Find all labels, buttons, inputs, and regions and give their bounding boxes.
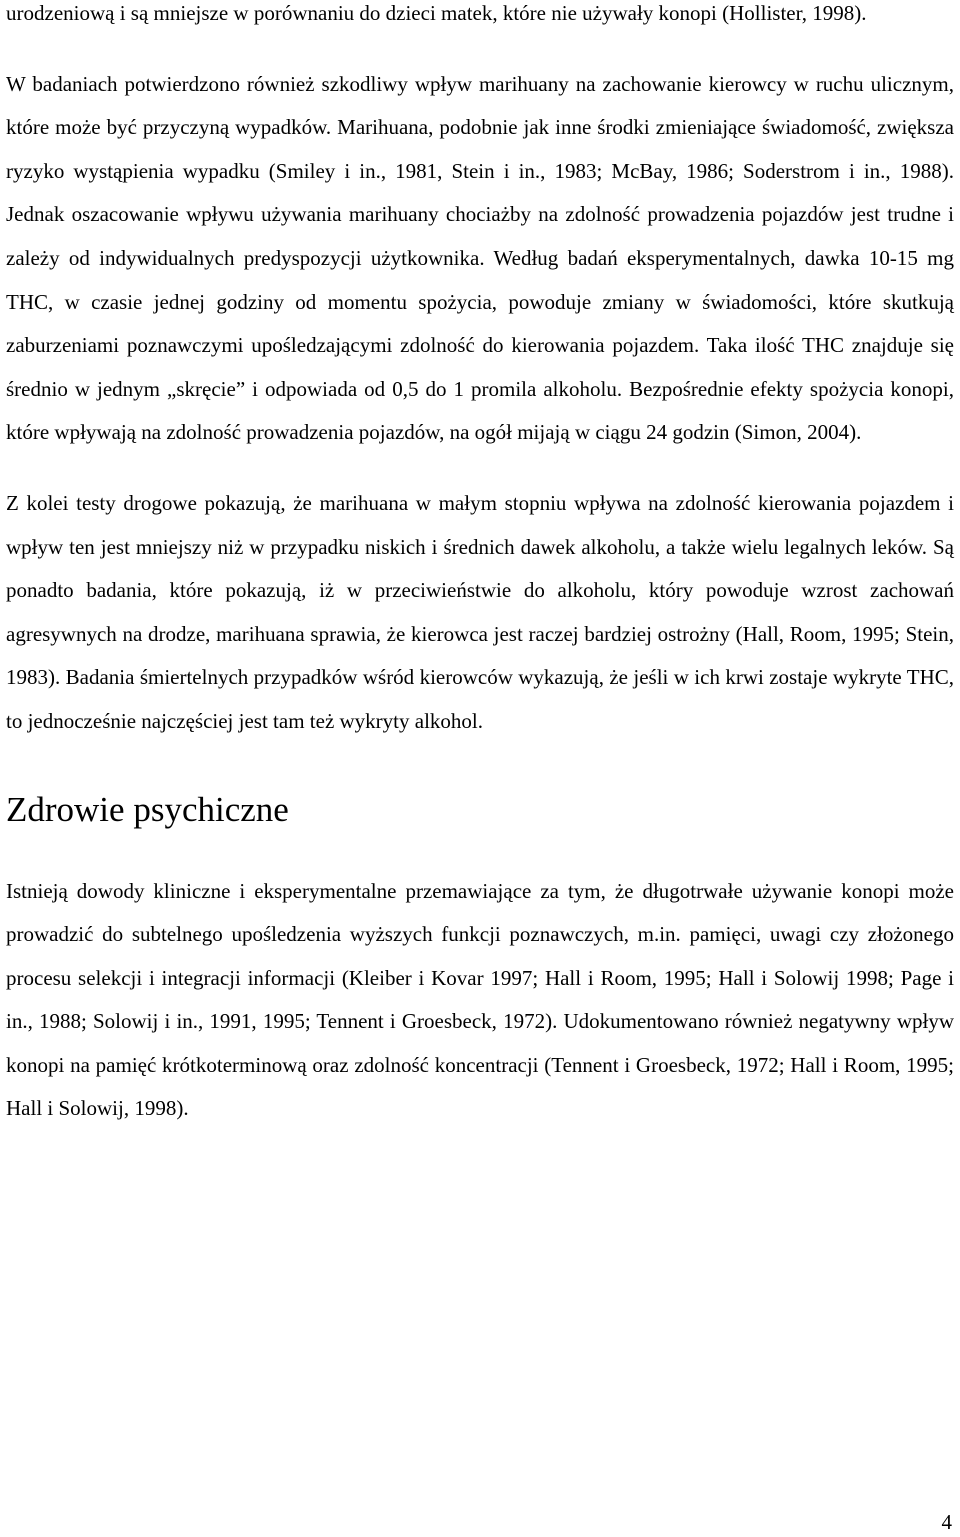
document-page (6, 0, 954, 1131)
paragraph-mental-health: Istnieją dowody kliniczne i eksperymentalne przemawiające za tym, że długotrwałe używanie konopi może prowadzić do subtelnego upośledzenia wyższych funkcji poznawczych, m.in. pamięci, uwagi czy złożonego procesu selekcji i integracji informacji (Kleiber i Kovar 1997; Hall i Room, 1995; Hall i Solowij 1998; Page i in., 1988; Solowij i in., 1991, 1995; Tennent i Groesbeck, 1972). Udokumentowano również negatywny wpływ konopi na pamięć krótkoterminową oraz zdolność koncentracji (Tennent i Groesbeck, 1972; Hall i Room, 1995; Hall i Solowij, 1998). (6, 878, 954, 1121)
section-heading: Zdrowie psychiczne (6, 789, 289, 829)
paragraph-driving-effects: W badaniach potwierdzono również szkodliwy wpływ marihuany na zachowanie kierowcy w ruchu ulicznym, które może być przyczyną wypadków. Marihuana, podobnie jak inne środki zmieniające świadomość, zwiększa ryzyko wystąpienia wypadku (Smiley i in., 1981, Stein i in., 1983; McBay, 1986; Soderstrom i in., 1988). Jednak oszacowanie wpływu używania marihuany chociażby na zdolność prowadzenia pojazdów jest trudne i zależy od indywidualnych predyspozycji użytkownika. Według badań eksperymentalnych, dawka 10-15 mg THC, w czasie jednej godziny od momentu spożycia, powoduje zmiany w świadomości, które skutkują zaburzeniami poznawczymi upośledzającymi zdolność do kierowania pojazdem. Taka ilość THC znajduje się średnio w jednym „skręcie” i odpowiada od 0,5 do 1 promila alkoholu. Bezpośrednie efekty spożycia konopi, które wpływają na zdolność prowadzenia pojazdów, na ogół mijają w ciągu 24 godzin (Simon, 2004). (6, 71, 954, 445)
page-number: 4 (941, 1510, 952, 1534)
paragraph-intro-continuation: urodzeniową i są mniejsze w porównaniu do dzieci matek, które nie używały konopi (Hollister, 1998). (6, 1, 867, 25)
paragraph-road-tests: Z kolei testy drogowe pokazują, że marihuana w małym stopniu wpływa na zdolność kierowania pojazdem i wpływ ten jest mniejszy niż w przypadku niskich i średnich dawek alkoholu, a także wielu legalnych leków. Są ponadto badania, które pokazują, iż w przeciwieństwie do alkoholu, który powoduje wzrost zachowań agresywnych na drodze, marihuana sprawia, że kierowca jest raczej bardziej ostrożny (Hall, Room, 1995; Stein, 1983). Badania śmiertelnych przypadków wśród kierowców wykazują, że jeśli w ich krwi zostaje wykryte THC, to jednocześnie najczęściej jest tam też wykryty alkohol. (6, 490, 954, 733)
